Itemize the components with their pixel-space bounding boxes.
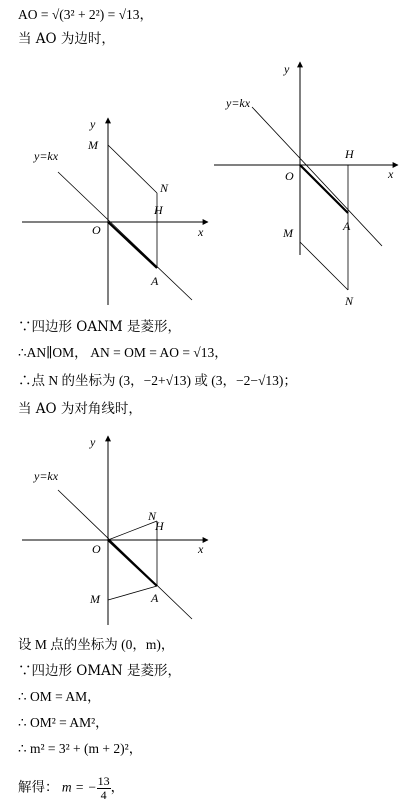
label-m: M — [88, 138, 98, 152]
label-h: H — [345, 147, 354, 161]
label-line: y=kx — [34, 469, 59, 483]
label-n: N — [345, 294, 354, 308]
label-x: x — [388, 167, 394, 181]
case-ao-side: 当 AO 为边时， — [18, 31, 115, 47]
rhombus-statement-1: ∵四边形 OANM 是菱形， — [18, 319, 182, 335]
segment-mn — [300, 242, 348, 290]
case-ao-diagonal: 当 AO 为对角线时， — [18, 401, 142, 417]
label-o: O — [92, 223, 101, 237]
equal-sides-statement: ∴AN∥OM， AN = OM = AO = √13， — [18, 345, 228, 360]
solution-line — [18, 775, 124, 802]
label-h: H — [154, 203, 163, 217]
label-n: N — [160, 181, 169, 195]
line-y-kx — [58, 172, 192, 300]
label-a: A — [343, 219, 351, 233]
segment-ma — [108, 586, 157, 600]
equation-m-squared: ∴ m² = 3² + (m + 2)²， — [18, 741, 143, 756]
figure-3 — [0, 430, 220, 630]
label-x: x — [198, 542, 204, 556]
label-o: O — [285, 169, 294, 183]
line-y-kx — [252, 107, 382, 246]
segment-oa — [108, 540, 157, 586]
point-n-coordinates: ∴点 N 的坐标为 (3，−2+√13) 或 (3，−2−√13)； — [18, 373, 297, 388]
segment-oa — [300, 165, 348, 213]
set-m-coordinates: 设 M 点的坐标为 (0，m)， — [18, 637, 175, 652]
label-a: A — [151, 274, 159, 288]
figure-2 — [210, 55, 410, 315]
label-m: M — [283, 226, 293, 240]
solution-suffix: ， — [110, 779, 125, 795]
label-n: N — [148, 509, 157, 523]
label-m: M — [90, 592, 100, 606]
om-squared-equals-am-squared: ∴ OM² = AM²， — [18, 715, 109, 730]
rhombus-statement-2: ∵四边形 OMAN 是菱形， — [18, 663, 182, 679]
solution-var: m = − — [61, 779, 97, 795]
fraction-denominator: 4 — [100, 788, 107, 802]
label-x: x — [198, 225, 204, 239]
om-equals-am: ∴ OM = AM， — [18, 689, 101, 704]
label-o: O — [92, 542, 101, 556]
solution-prefix: 解得： — [18, 779, 59, 795]
fraction-numerator: 13 — [97, 774, 110, 788]
figure-1 — [0, 110, 220, 310]
solution-fraction — [97, 775, 111, 802]
label-y: y — [284, 62, 290, 76]
label-a: A — [151, 591, 159, 605]
segment-oa — [108, 222, 157, 268]
label-line: y=kx — [226, 96, 251, 110]
segment-on — [108, 521, 157, 540]
label-y: y — [90, 117, 96, 131]
label-y: y — [90, 435, 96, 449]
segment-mn — [108, 145, 157, 193]
equation-ao-length: AO = √(3² + 2²) = √13， — [18, 7, 153, 22]
label-h: H — [155, 519, 164, 533]
label-line: y=kx — [34, 149, 59, 163]
